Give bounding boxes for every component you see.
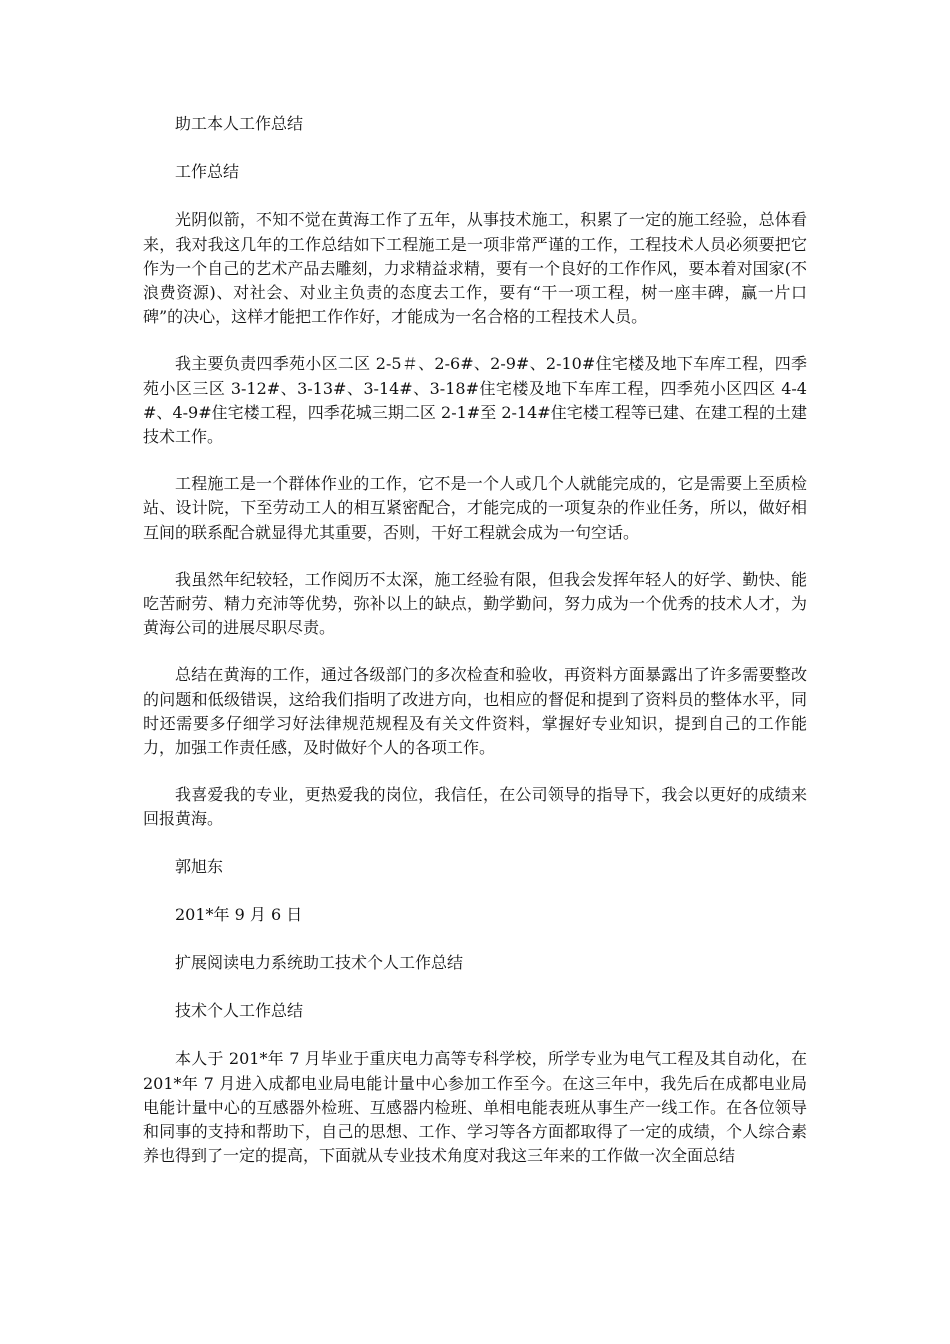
extended-reading-title: 扩展阅读电力系统助工技术个人工作总结: [175, 953, 464, 973]
section-heading: 工作总结: [175, 162, 240, 182]
author-name: 郭旭东: [175, 856, 224, 876]
section-heading: 技术个人工作总结: [175, 1001, 304, 1021]
document-body: [143, 112, 807, 1192]
body-paragraph: 总结在黄海的工作，通过各级部门的多次检查和验收，再资料方面暴露出了许多需要整改的问题和低级错误，这给我们指明了改进方向，也相应的督促和提到了资料员的整体水平，同时还需要多仔细学习好法律规范规程及有关文件资料，掌握好专业知识，提到自己的工作能力，加强工作责任感，及时做好个人的各项工作。: [143, 665, 807, 758]
body-paragraph: 我虽然年纪较轻，工作阅历不太深，施工经验有限，但我会发挥年轻人的好学、勤快、能吃苦耐劳、精力充沛等优势，弥补以上的缺点，勤学勤问，努力成为一个优秀的技术人才，为黄海公司的进展尽职尽责。: [143, 569, 807, 638]
document-date: 201*年 9 月 6 日: [175, 904, 303, 924]
document-title: 助工本人工作总结: [175, 114, 304, 133]
body-paragraph: 本人于 201*年 7 月毕业于重庆电力高等专科学校，所学专业为电气工程及其自动化，在 201*年 7 月进入成都电业局电能计量中心参加工作至今。在这三年中，我先后在成都电业局电能计量中心的互感器外检班、互感器内检班、单相电能表班从事生产一线工作。在各位领导和同事的支持和帮助下，自己的思想、工作、学习等各方面都取得了一定的成绩，个人综合素养也得到了一定的提高，下面就从专业技术角度对我这三年来的工作做一次全面总结: [143, 1049, 807, 1166]
body-paragraph: 工程施工是一个群体作业的工作，它不是一个人或几个人就能完成的，它是需要上至质检站、设计院，下至劳动工人的相互紧密配合，才能完成的一项复杂的作业任务，所以，做好相互间的联系配合就显得尤其重要，否则，干好工程就会成为一句空话。: [143, 474, 807, 542]
body-paragraph: 我喜爱我的专业，更热爱我的岗位，我信任，在公司领导的指导下，我会以更好的成绩来回报黄海。: [143, 785, 807, 829]
body-paragraph: 光阴似箭，不知不觉在黄海工作了五年，从事技术施工，积累了一定的施工经验，总体看来，我对我这几年的工作总结如下工程施工是一项非常严谨的工作，工程技术人员必须要把它作为一个自己的艺术产品去雕刻，力求精益求精，要有一个良好的工作作风，要本着对国家(不浪费资源)、对社会、对业主负责的态度去工作，要有“干一项工程，树一座丰碑，赢一片口碑”的决心，这样才能把工作作好，才能成为一名合格的工程技术人员。: [143, 210, 807, 327]
body-paragraph: 我主要负责四季苑小区二区 2-5＃、2-6#、2-9#、2-10#住宅楼及地下车库工程，四季苑小区三区 3-12#、3-13#、3-14#、3-18#住宅楼及地下车库工程，四季苑小区四区 4-4#、4-9#住宅楼工程，四季花城三期二区 2-1#至 2-14#住宅楼工程等已建、在建工程的土建技术工作。: [143, 354, 807, 447]
